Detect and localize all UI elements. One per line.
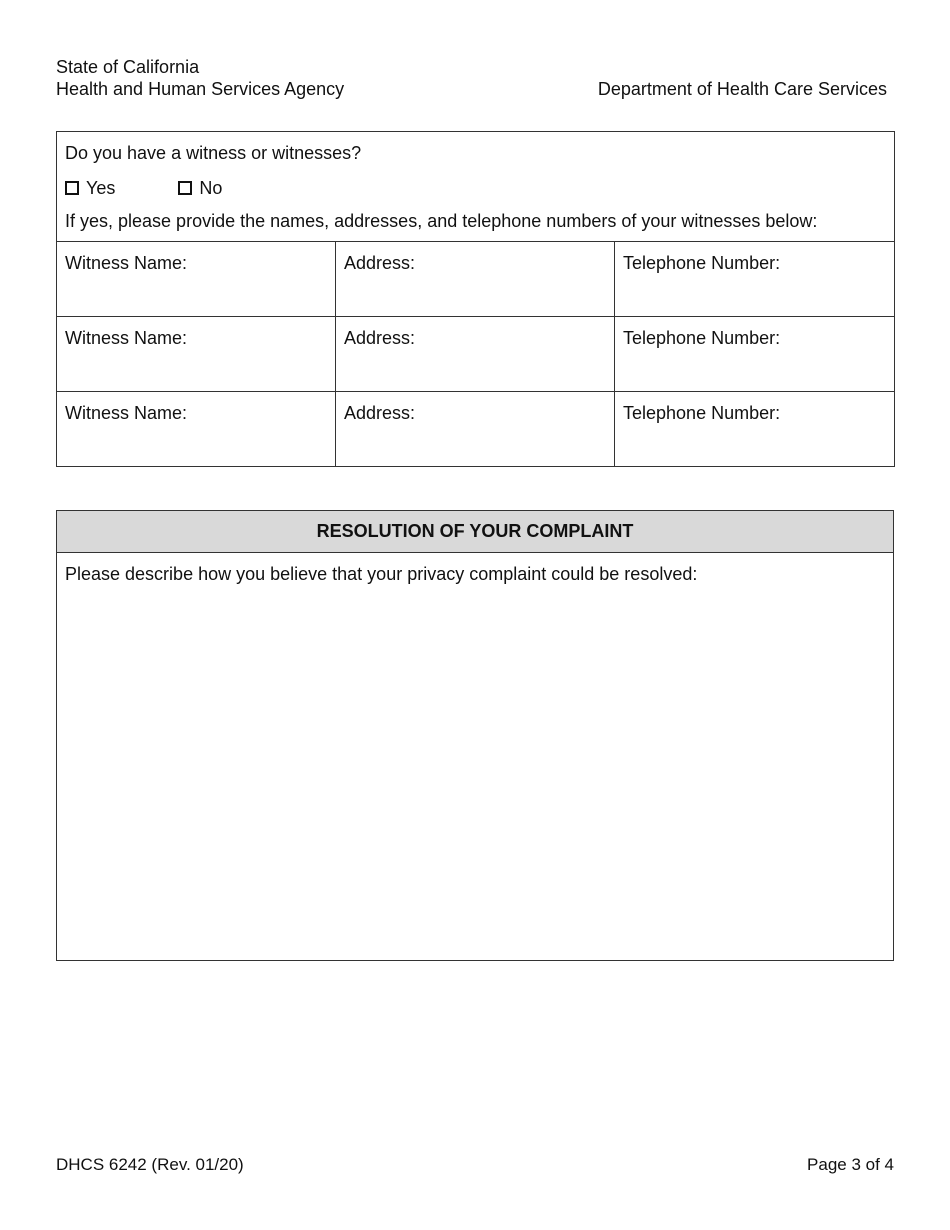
witness-table xyxy=(56,131,895,467)
witness-row xyxy=(57,242,895,317)
witness-options xyxy=(65,177,886,199)
header-agency-block xyxy=(56,56,344,100)
no-label: No xyxy=(199,178,223,198)
witness-row xyxy=(57,392,895,467)
witness-address-field[interactable]: Address: xyxy=(336,317,615,392)
witness-phone-field[interactable]: Telephone Number: xyxy=(615,392,895,467)
yes-label: Yes xyxy=(86,178,116,198)
witness-address-field[interactable]: Address: xyxy=(336,392,615,467)
witness-address-field[interactable]: Address: xyxy=(336,242,615,317)
witness-name-field[interactable]: Witness Name: xyxy=(57,242,336,317)
witness-intro-row xyxy=(57,132,895,242)
witness-intro-cell xyxy=(57,132,895,242)
no-checkbox[interactable] xyxy=(178,181,192,195)
state-name: State of California xyxy=(56,57,200,77)
witness-phone-field[interactable]: Telephone Number: xyxy=(615,242,895,317)
department-name: Department of Health Care Services xyxy=(597,79,887,99)
resolution-field[interactable] xyxy=(57,553,893,585)
resolution-box xyxy=(56,510,894,961)
witness-phone-field[interactable]: Telephone Number: xyxy=(615,317,895,392)
resolution-title: RESOLUTION OF YOUR COMPLAINT xyxy=(57,511,893,553)
witness-name-field[interactable]: Witness Name: xyxy=(57,392,336,467)
agency-name: Health and Human Services Agency xyxy=(56,79,345,99)
option-no[interactable] xyxy=(178,177,222,199)
witness-instructions: If yes, please provide the names, addresses, and telephone numbers of your witnesses below: xyxy=(65,211,818,231)
resolution-prompt: Please describe how you believe that your privacy complaint could be resolved: xyxy=(65,564,698,584)
witness-question: Do you have a witness or witnesses? xyxy=(65,143,362,163)
yes-checkbox[interactable] xyxy=(65,181,79,195)
form-id: DHCS 6242 (Rev. 01/20) xyxy=(56,1155,244,1174)
option-yes[interactable] xyxy=(65,177,115,199)
witness-name-field[interactable]: Witness Name: xyxy=(57,317,336,392)
page-number: Page 3 of 4 xyxy=(807,1155,894,1174)
witness-row xyxy=(57,317,895,392)
